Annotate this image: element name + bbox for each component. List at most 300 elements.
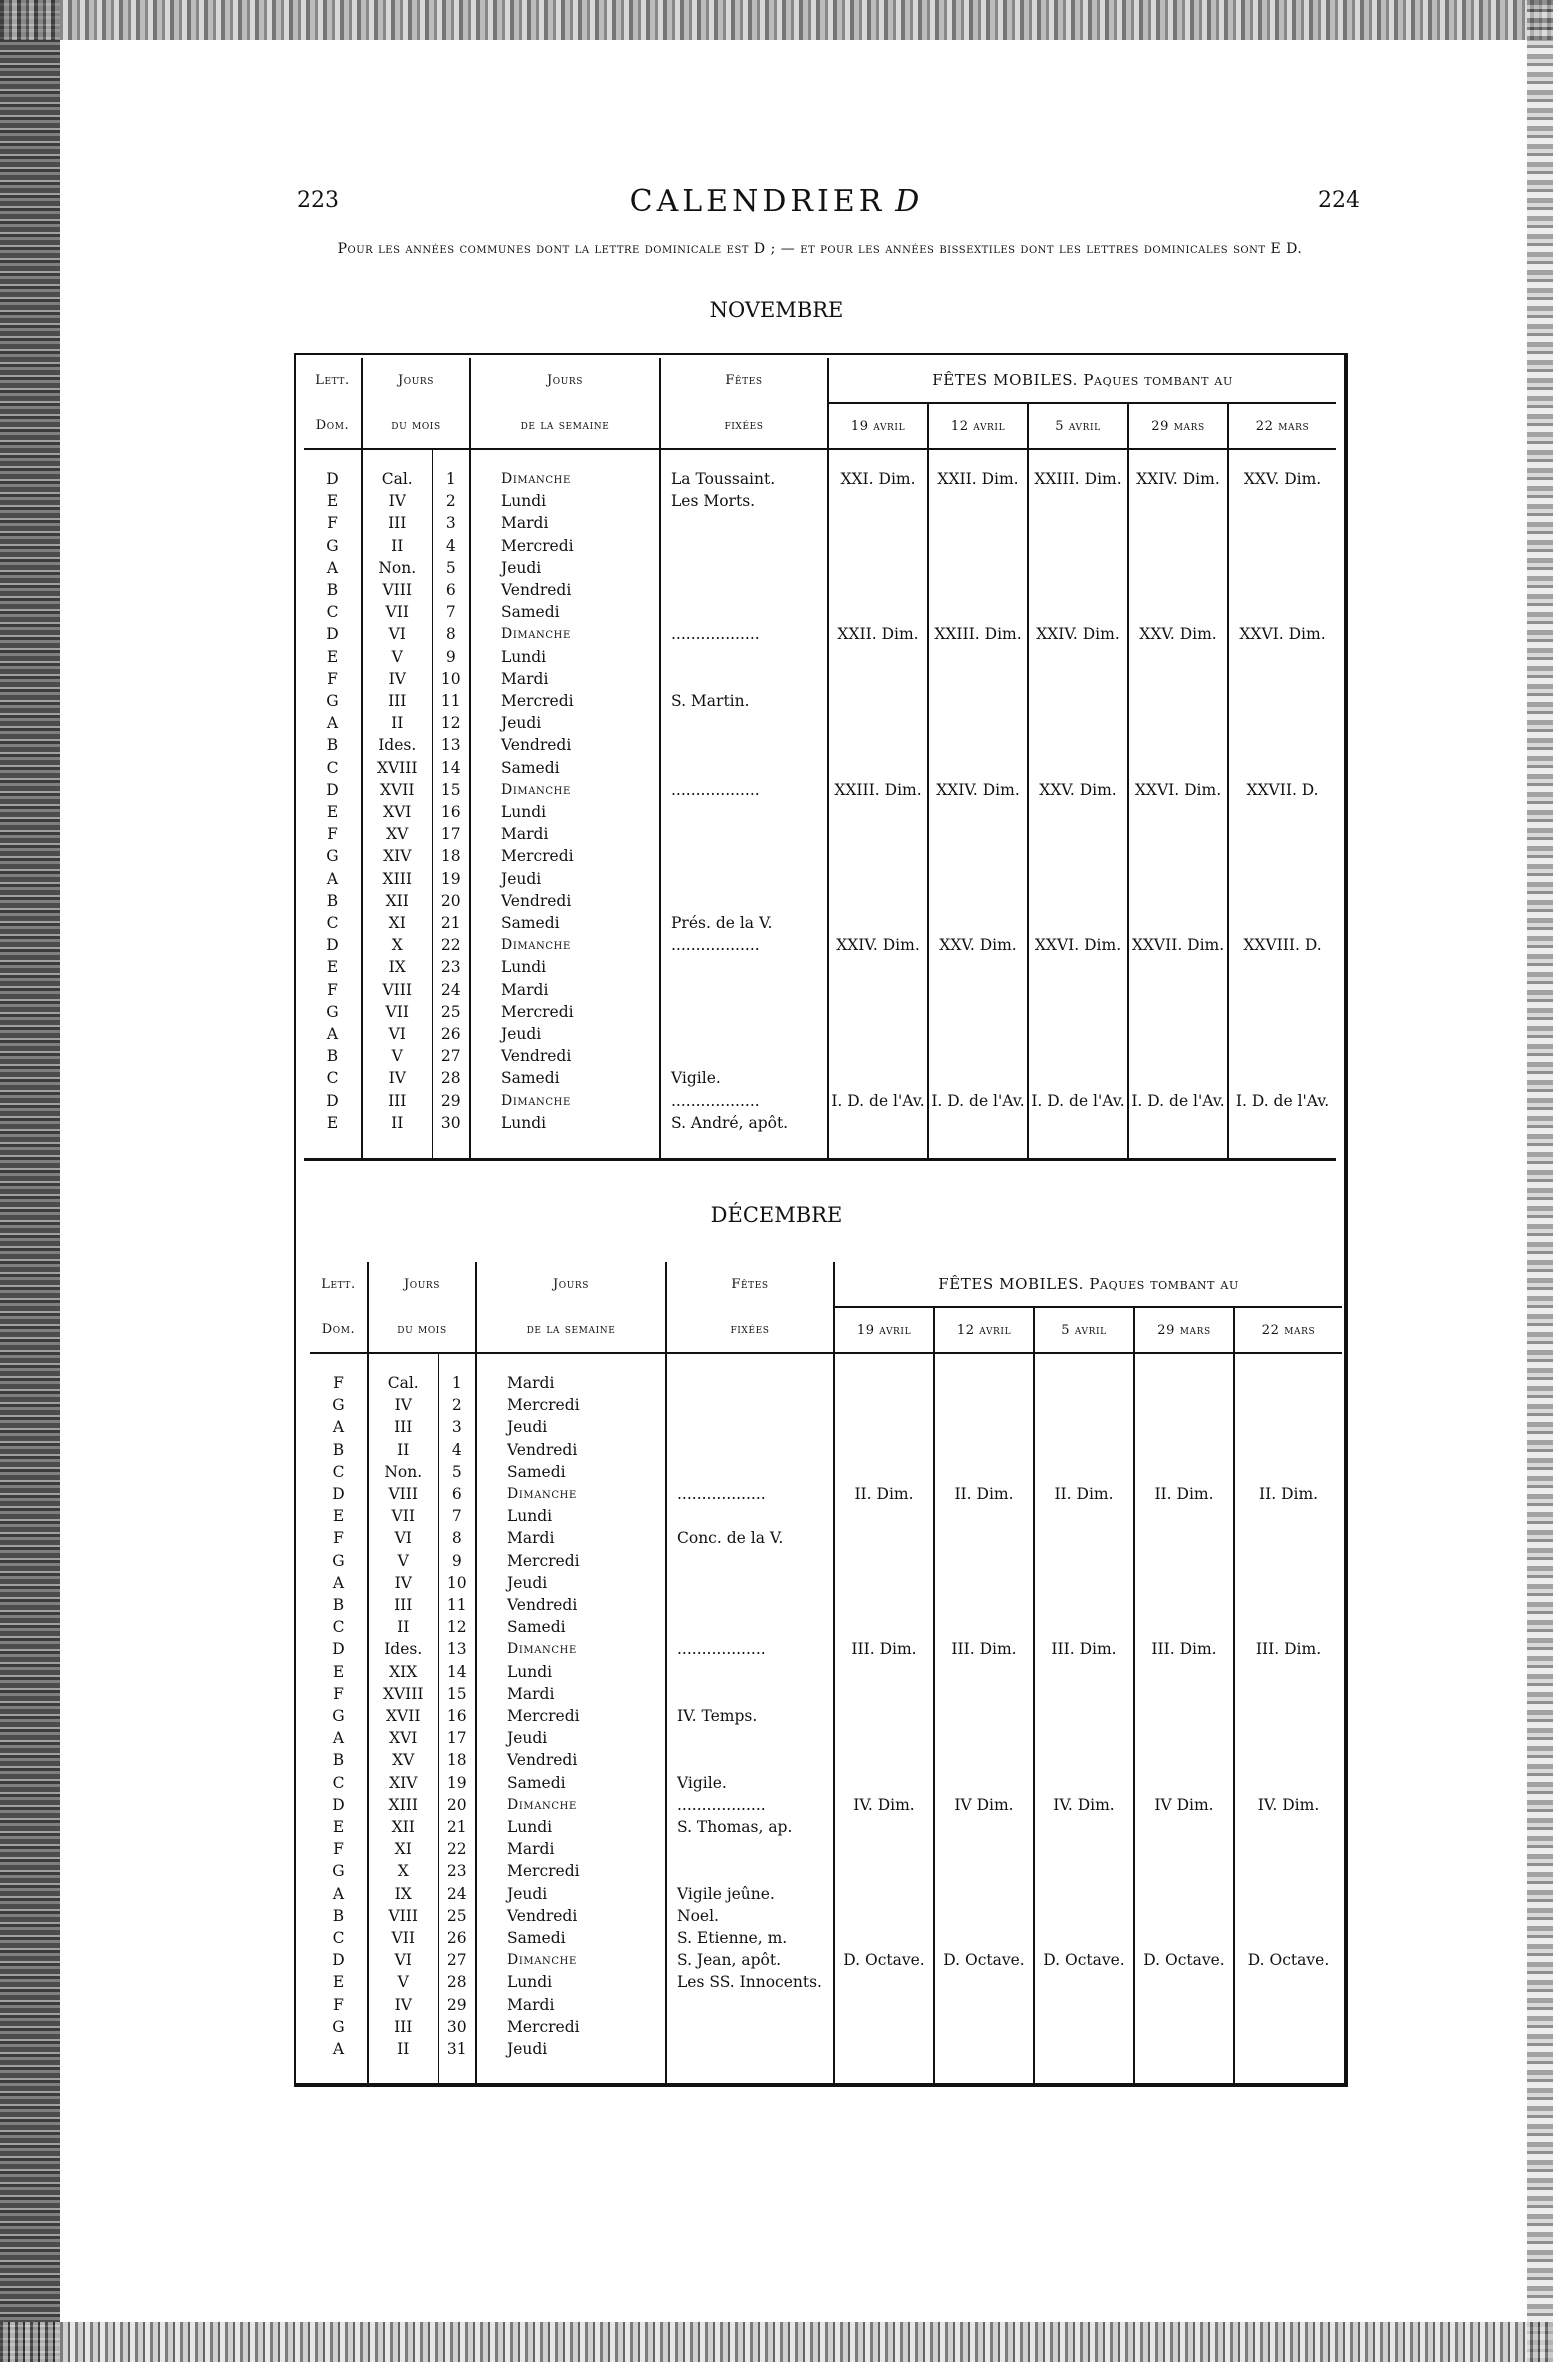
weekday: Jeudi xyxy=(476,2038,666,2060)
mobile-feast xyxy=(934,1616,1034,1638)
roman-date: II xyxy=(368,2038,438,2060)
spacer-cell xyxy=(928,449,1028,468)
mobile-feast xyxy=(828,1023,928,1045)
mobile-feast: XXII. Dim. xyxy=(828,623,928,645)
roman-date: VI xyxy=(368,1527,438,1549)
weekday: Dimanche xyxy=(476,1949,666,1971)
roman-date: Cal. xyxy=(368,1372,438,1394)
mobile-feast: III. Dim. xyxy=(1034,1638,1134,1660)
day-row xyxy=(304,1112,1336,1134)
day-row xyxy=(304,823,1336,845)
fixed-feast xyxy=(660,801,828,823)
fixed-feast: Vigile jeûne. xyxy=(666,1883,834,1905)
day-number: 9 xyxy=(432,646,470,668)
header-du-mois: du mois xyxy=(368,1307,476,1353)
weekday: Lundi xyxy=(470,1112,660,1134)
day-number: 23 xyxy=(432,956,470,978)
dominical-letter: C xyxy=(332,1462,345,1481)
fixed-feast xyxy=(660,1001,828,1023)
mobile-feast xyxy=(1234,1527,1342,1549)
fixed-feast xyxy=(666,1727,834,1749)
weekday: Vendredi xyxy=(476,1439,666,1461)
mobile-feast xyxy=(928,845,1028,867)
dominical-letter: F xyxy=(327,669,338,688)
day-number: 29 xyxy=(432,1090,470,1112)
mobile-feast xyxy=(1134,1816,1234,1838)
mobile-feast: I. D. de l'Av. xyxy=(928,1090,1028,1112)
mobile-feast xyxy=(834,1527,934,1549)
mobile-feast xyxy=(1228,801,1336,823)
dominical-letter: B xyxy=(332,1751,345,1770)
day-number: 3 xyxy=(432,512,470,534)
mobile-feast xyxy=(1228,979,1336,1001)
spacer-cell xyxy=(432,1134,470,1160)
mobile-feast xyxy=(1034,1594,1134,1616)
day-number: 7 xyxy=(432,601,470,623)
day-row xyxy=(304,712,1336,734)
mobile-feast: IV. Dim. xyxy=(1034,1794,1134,1816)
mobile-feast xyxy=(1028,1045,1128,1067)
mobile-feast: II. Dim. xyxy=(1034,1483,1134,1505)
spacer-cell xyxy=(1134,1353,1234,1372)
weekday: Lundi xyxy=(470,490,660,512)
day-number: 30 xyxy=(438,2016,476,2038)
mobile-feast xyxy=(934,1594,1034,1616)
mobile-feast xyxy=(928,757,1028,779)
mobile-feast xyxy=(1228,690,1336,712)
spacer-cell xyxy=(934,2060,1034,2086)
spacer-cell xyxy=(310,1353,368,1372)
day-row xyxy=(304,557,1336,579)
dominical-letter: E xyxy=(326,958,339,977)
mobile-feast xyxy=(828,557,928,579)
day-number: 17 xyxy=(432,823,470,845)
mobile-feast xyxy=(1034,1572,1134,1594)
spacer-cell xyxy=(368,2060,438,2086)
fixed-feast xyxy=(666,1994,834,2016)
spacer-cell xyxy=(304,449,362,468)
mobile-feast xyxy=(1228,512,1336,534)
mobile-feast xyxy=(834,2016,934,2038)
day-row xyxy=(304,801,1336,823)
fixed-feast xyxy=(660,979,828,1001)
spacer-row xyxy=(304,449,1336,468)
dominical-letter: D xyxy=(326,470,339,488)
spacer-cell xyxy=(660,449,828,468)
day-row xyxy=(304,734,1336,756)
weekday: Vendredi xyxy=(476,1749,666,1771)
mobile-feast xyxy=(1228,757,1336,779)
roman-date: VIII xyxy=(362,579,432,601)
mobile-feast xyxy=(828,1067,928,1089)
header-de-la-semaine: de la semaine xyxy=(470,403,660,449)
day-row xyxy=(310,1749,1342,1771)
fixed-feast: Vigile. xyxy=(666,1772,834,1794)
mobile-feast: II. Dim. xyxy=(1234,1483,1342,1505)
mobile-feast xyxy=(1128,1023,1228,1045)
fixed-feast: Les SS. Innocents. xyxy=(666,1971,834,1993)
mobile-feast xyxy=(834,1905,934,1927)
fixed-feast xyxy=(666,1550,834,1572)
weekday: Lundi xyxy=(476,1816,666,1838)
roman-date: VII xyxy=(362,601,432,623)
roman-date: II xyxy=(362,712,432,734)
mobile-feast: XXIV. Dim. xyxy=(828,934,928,956)
mobile-feast xyxy=(1134,1461,1234,1483)
weekday: Jeudi xyxy=(470,712,660,734)
spacer-row xyxy=(304,1134,1336,1160)
roman-date: IV xyxy=(362,668,432,690)
mobile-feast xyxy=(1028,557,1128,579)
dominical-letter: E xyxy=(326,803,339,822)
day-number: 18 xyxy=(438,1749,476,1771)
mobile-feast xyxy=(1134,2016,1234,2038)
mobile-feast xyxy=(828,757,928,779)
mobile-feast xyxy=(1028,868,1128,890)
mobile-feast xyxy=(1034,1994,1134,2016)
day-row xyxy=(304,1023,1336,1045)
mobile-feast xyxy=(934,1749,1034,1771)
mobile-feast xyxy=(934,1439,1034,1461)
mobile-feast xyxy=(1134,2038,1234,2060)
day-row xyxy=(310,1883,1342,1905)
roman-date: XIV xyxy=(368,1772,438,1794)
mobile-feast xyxy=(1028,979,1128,1001)
weekday: Dimanche xyxy=(476,1638,666,1660)
mobile-feast xyxy=(1234,1594,1342,1616)
roman-date: IV xyxy=(362,490,432,512)
fixed-feast xyxy=(660,535,828,557)
mobile-feast xyxy=(1134,1505,1234,1527)
fixed-feast xyxy=(666,2038,834,2060)
day-number: 23 xyxy=(438,1860,476,1882)
day-number: 19 xyxy=(438,1772,476,1794)
dominical-letter: A xyxy=(332,2040,345,2059)
fixed-feast: S. André, apôt. xyxy=(660,1112,828,1134)
mobile-feast xyxy=(828,912,928,934)
roman-date: Non. xyxy=(368,1461,438,1483)
day-row xyxy=(310,1638,1342,1660)
dominical-letter: C xyxy=(332,1929,345,1948)
weekday: Jeudi xyxy=(476,1883,666,1905)
day-number: 4 xyxy=(432,535,470,557)
roman-date: III xyxy=(362,512,432,534)
weekday: Mardi xyxy=(470,512,660,534)
day-number: 12 xyxy=(438,1616,476,1638)
mobile-feast: II. Dim. xyxy=(834,1483,934,1505)
mobile-feast xyxy=(1028,1067,1128,1089)
mobile-feast xyxy=(1028,734,1128,756)
dominical-letter: B xyxy=(332,1596,345,1615)
dominical-letter: F xyxy=(333,1995,344,2014)
mobile-feast xyxy=(1134,1749,1234,1771)
weekday: Vendredi xyxy=(470,734,660,756)
dominical-letter: G xyxy=(326,536,339,555)
dominical-letter: E xyxy=(332,1973,345,1992)
mobile-feast xyxy=(934,1905,1034,1927)
mobile-feast xyxy=(828,801,928,823)
mobile-feast xyxy=(1128,1001,1228,1023)
header-jours-mois: Jours xyxy=(368,1262,476,1307)
day-row xyxy=(310,1838,1342,1860)
mobile-feast xyxy=(1228,1067,1336,1089)
mobile-feast xyxy=(1134,1883,1234,1905)
dominical-letter: B xyxy=(332,1906,345,1925)
day-number: 29 xyxy=(438,1994,476,2016)
mobile-feast xyxy=(834,1727,934,1749)
dominical-letter: E xyxy=(326,492,339,511)
fixed-feast: .................. xyxy=(666,1638,834,1660)
day-number: 25 xyxy=(438,1905,476,1927)
header-fetes-mobiles: FÊTES MOBILES. Paques tombant au xyxy=(828,358,1336,403)
weekday: Jeudi xyxy=(476,1572,666,1594)
header-date-22-mars: 22 mars xyxy=(1228,403,1336,449)
fixed-feast xyxy=(666,1439,834,1461)
weekday: Mercredi xyxy=(476,1860,666,1882)
mobile-feast xyxy=(828,490,928,512)
dominical-letter: D xyxy=(332,1485,345,1504)
roman-date: II xyxy=(362,535,432,557)
day-row xyxy=(304,623,1336,645)
day-number: 13 xyxy=(438,1638,476,1660)
day-number: 8 xyxy=(432,623,470,645)
roman-date: VI xyxy=(368,1949,438,1971)
mobile-feast xyxy=(1134,1527,1234,1549)
mobile-feast xyxy=(934,1838,1034,1860)
mobile-feast xyxy=(1134,1683,1234,1705)
header-fixees: fixées xyxy=(666,1307,834,1353)
spacer-cell xyxy=(1028,449,1128,468)
dominical-letter: A xyxy=(326,714,339,733)
mobile-feast xyxy=(1134,1572,1234,1594)
mobile-feast xyxy=(1128,668,1228,690)
day-row xyxy=(310,1594,1342,1616)
mobile-feast xyxy=(1128,979,1228,1001)
fixed-feast xyxy=(660,1045,828,1067)
day-row xyxy=(304,601,1336,623)
mobile-feast xyxy=(1234,1505,1342,1527)
dominical-letter: C xyxy=(326,603,339,622)
mobile-feast xyxy=(828,535,928,557)
mobile-feast xyxy=(1228,712,1336,734)
spacer-cell xyxy=(438,2060,476,2086)
dominical-letter: G xyxy=(326,692,339,711)
weekday: Vendredi xyxy=(476,1594,666,1616)
header-fetes: Fêtes xyxy=(666,1262,834,1307)
dominical-letter: C xyxy=(326,1069,339,1088)
mobile-feast xyxy=(928,823,1028,845)
fixed-feast: S. Etienne, m. xyxy=(666,1927,834,1949)
mobile-feast xyxy=(1234,1971,1342,1993)
mobile-feast xyxy=(1234,1816,1342,1838)
roman-date: VII xyxy=(368,1927,438,1949)
dominical-letter: E xyxy=(332,1818,345,1837)
header-dom: Dom. xyxy=(304,403,362,449)
day-row xyxy=(304,956,1336,978)
day-row xyxy=(310,1927,1342,1949)
page-number-left: 223 xyxy=(297,188,339,213)
mobile-feast xyxy=(1134,1416,1234,1438)
dominical-letter: A xyxy=(332,1573,345,1592)
roman-date: XIII xyxy=(368,1794,438,1816)
roman-date: XVI xyxy=(362,801,432,823)
weekday: Mercredi xyxy=(476,1705,666,1727)
day-row xyxy=(304,1001,1336,1023)
day-row xyxy=(310,1727,1342,1749)
roman-date: Non. xyxy=(362,557,432,579)
mobile-feast xyxy=(834,1971,934,1993)
roman-date: IX xyxy=(368,1883,438,1905)
mobile-feast xyxy=(928,1023,1028,1045)
mobile-feast xyxy=(928,1045,1028,1067)
dominical-letter: G xyxy=(332,1551,345,1570)
mobile-feast xyxy=(1034,1883,1134,1905)
dominical-letter: A xyxy=(326,558,339,577)
weekday: Lundi xyxy=(470,646,660,668)
mobile-feast xyxy=(1128,734,1228,756)
mobile-feast xyxy=(1034,1705,1134,1727)
dominical-letter: A xyxy=(332,1418,345,1437)
header-date-5-avril: 5 avril xyxy=(1034,1307,1134,1353)
scan-edge-top xyxy=(0,0,1553,40)
day-row xyxy=(310,1372,1342,1394)
weekday: Samedi xyxy=(470,1067,660,1089)
day-number: 16 xyxy=(432,801,470,823)
mobile-feast xyxy=(1234,2016,1342,2038)
day-row xyxy=(310,1505,1342,1527)
mobile-feast xyxy=(828,512,928,534)
day-row xyxy=(304,668,1336,690)
mobile-feast xyxy=(928,535,1028,557)
mobile-feast xyxy=(1034,1661,1134,1683)
mobile-feast xyxy=(1028,1112,1128,1134)
roman-date: V xyxy=(368,1971,438,1993)
fixed-feast: .................. xyxy=(666,1794,834,1816)
roman-date: XIII xyxy=(362,868,432,890)
day-number: 30 xyxy=(432,1112,470,1134)
mobile-feast: XXVI. Dim. xyxy=(1228,623,1336,645)
fixed-feast xyxy=(660,1023,828,1045)
spacer-cell xyxy=(834,2060,934,2086)
mobile-feast xyxy=(928,646,1028,668)
day-row xyxy=(304,1067,1336,1089)
day-number: 1 xyxy=(438,1372,476,1394)
mobile-feast: XXIV. Dim. xyxy=(1128,468,1228,490)
roman-date: VI xyxy=(362,623,432,645)
day-row xyxy=(304,690,1336,712)
mobile-feast: D. Octave. xyxy=(1234,1949,1342,1971)
mobile-feast xyxy=(928,868,1028,890)
mobile-feast xyxy=(1034,1816,1134,1838)
mobile-feast xyxy=(1134,1705,1234,1727)
page-subtitle: Pour les années communes dont la lettre dominicale est D ; — et pour les années bissextiles dont les lettres dominicales sont E D. xyxy=(337,241,1303,257)
day-row xyxy=(304,979,1336,1001)
mobile-feast xyxy=(828,1112,928,1134)
mobile-feast xyxy=(834,1683,934,1705)
spacer-cell xyxy=(666,2060,834,2086)
mobile-feast xyxy=(1134,1927,1234,1949)
mobile-feast: IV. Dim. xyxy=(834,1794,934,1816)
spacer-cell xyxy=(1234,1353,1342,1372)
spacer-cell xyxy=(660,1134,828,1160)
fixed-feast xyxy=(660,712,828,734)
fixed-feast xyxy=(666,1860,834,1882)
mobile-feast xyxy=(1234,1550,1342,1572)
dominical-letter: A xyxy=(332,1884,345,1903)
mobile-feast xyxy=(1228,601,1336,623)
dominical-letter: F xyxy=(333,1374,344,1392)
roman-date: Ides. xyxy=(368,1638,438,1660)
spacer-cell xyxy=(1228,1134,1336,1160)
mobile-feast xyxy=(934,2038,1034,2060)
mobile-feast xyxy=(1228,1001,1336,1023)
mobile-feast xyxy=(934,1816,1034,1838)
fixed-feast xyxy=(660,956,828,978)
mobile-feast xyxy=(1128,512,1228,534)
mobile-feast xyxy=(1028,579,1128,601)
spacer-cell xyxy=(828,1134,928,1160)
mobile-feast xyxy=(1134,1661,1234,1683)
day-number: 10 xyxy=(432,668,470,690)
roman-date: IV xyxy=(362,1067,432,1089)
mobile-feast: III. Dim. xyxy=(1134,1638,1234,1660)
mobile-feast: XXIII. Dim. xyxy=(828,779,928,801)
page-title xyxy=(0,184,1553,219)
scan-edge-right xyxy=(1527,0,1553,2362)
fixed-feast xyxy=(660,890,828,912)
fixed-feast: La Toussaint. xyxy=(660,468,828,490)
mobile-feast xyxy=(934,1683,1034,1705)
mobile-feast xyxy=(1128,757,1228,779)
day-number: 26 xyxy=(432,1023,470,1045)
day-row xyxy=(304,535,1336,557)
mobile-feast xyxy=(828,845,928,867)
weekday: Mardi xyxy=(476,1838,666,1860)
weekday: Mardi xyxy=(476,1372,666,1394)
mobile-feast xyxy=(1128,912,1228,934)
mobile-feast xyxy=(1234,1461,1342,1483)
roman-date: XVIII xyxy=(362,757,432,779)
weekday: Samedi xyxy=(470,757,660,779)
fixed-feast xyxy=(660,845,828,867)
header-date-12-avril: 12 avril xyxy=(928,403,1028,449)
weekday: Jeudi xyxy=(476,1727,666,1749)
spacer-row xyxy=(310,1353,1342,1372)
mobile-feast xyxy=(1228,734,1336,756)
mobile-feast xyxy=(1034,1772,1134,1794)
weekday: Mardi xyxy=(470,668,660,690)
mobile-feast: III. Dim. xyxy=(834,1638,934,1660)
weekday: Dimanche xyxy=(470,623,660,645)
roman-date: III xyxy=(368,1594,438,1616)
mobile-feast xyxy=(834,1439,934,1461)
fixed-feast: Conc. de la V. xyxy=(666,1527,834,1549)
weekday: Mercredi xyxy=(476,2016,666,2038)
roman-date: X xyxy=(368,1860,438,1882)
dominical-letter: F xyxy=(333,1684,344,1703)
mobile-feast xyxy=(1128,801,1228,823)
day-number: 22 xyxy=(438,1838,476,1860)
mobile-feast xyxy=(1228,535,1336,557)
weekday: Mercredi xyxy=(470,845,660,867)
mobile-feast: XXV. Dim. xyxy=(928,934,1028,956)
day-number: 4 xyxy=(438,1439,476,1461)
day-row xyxy=(310,1683,1342,1705)
header-de-la-semaine: de la semaine xyxy=(476,1307,666,1353)
mobile-feast xyxy=(1128,712,1228,734)
mobile-feast xyxy=(1134,1905,1234,1927)
weekday: Samedi xyxy=(470,601,660,623)
